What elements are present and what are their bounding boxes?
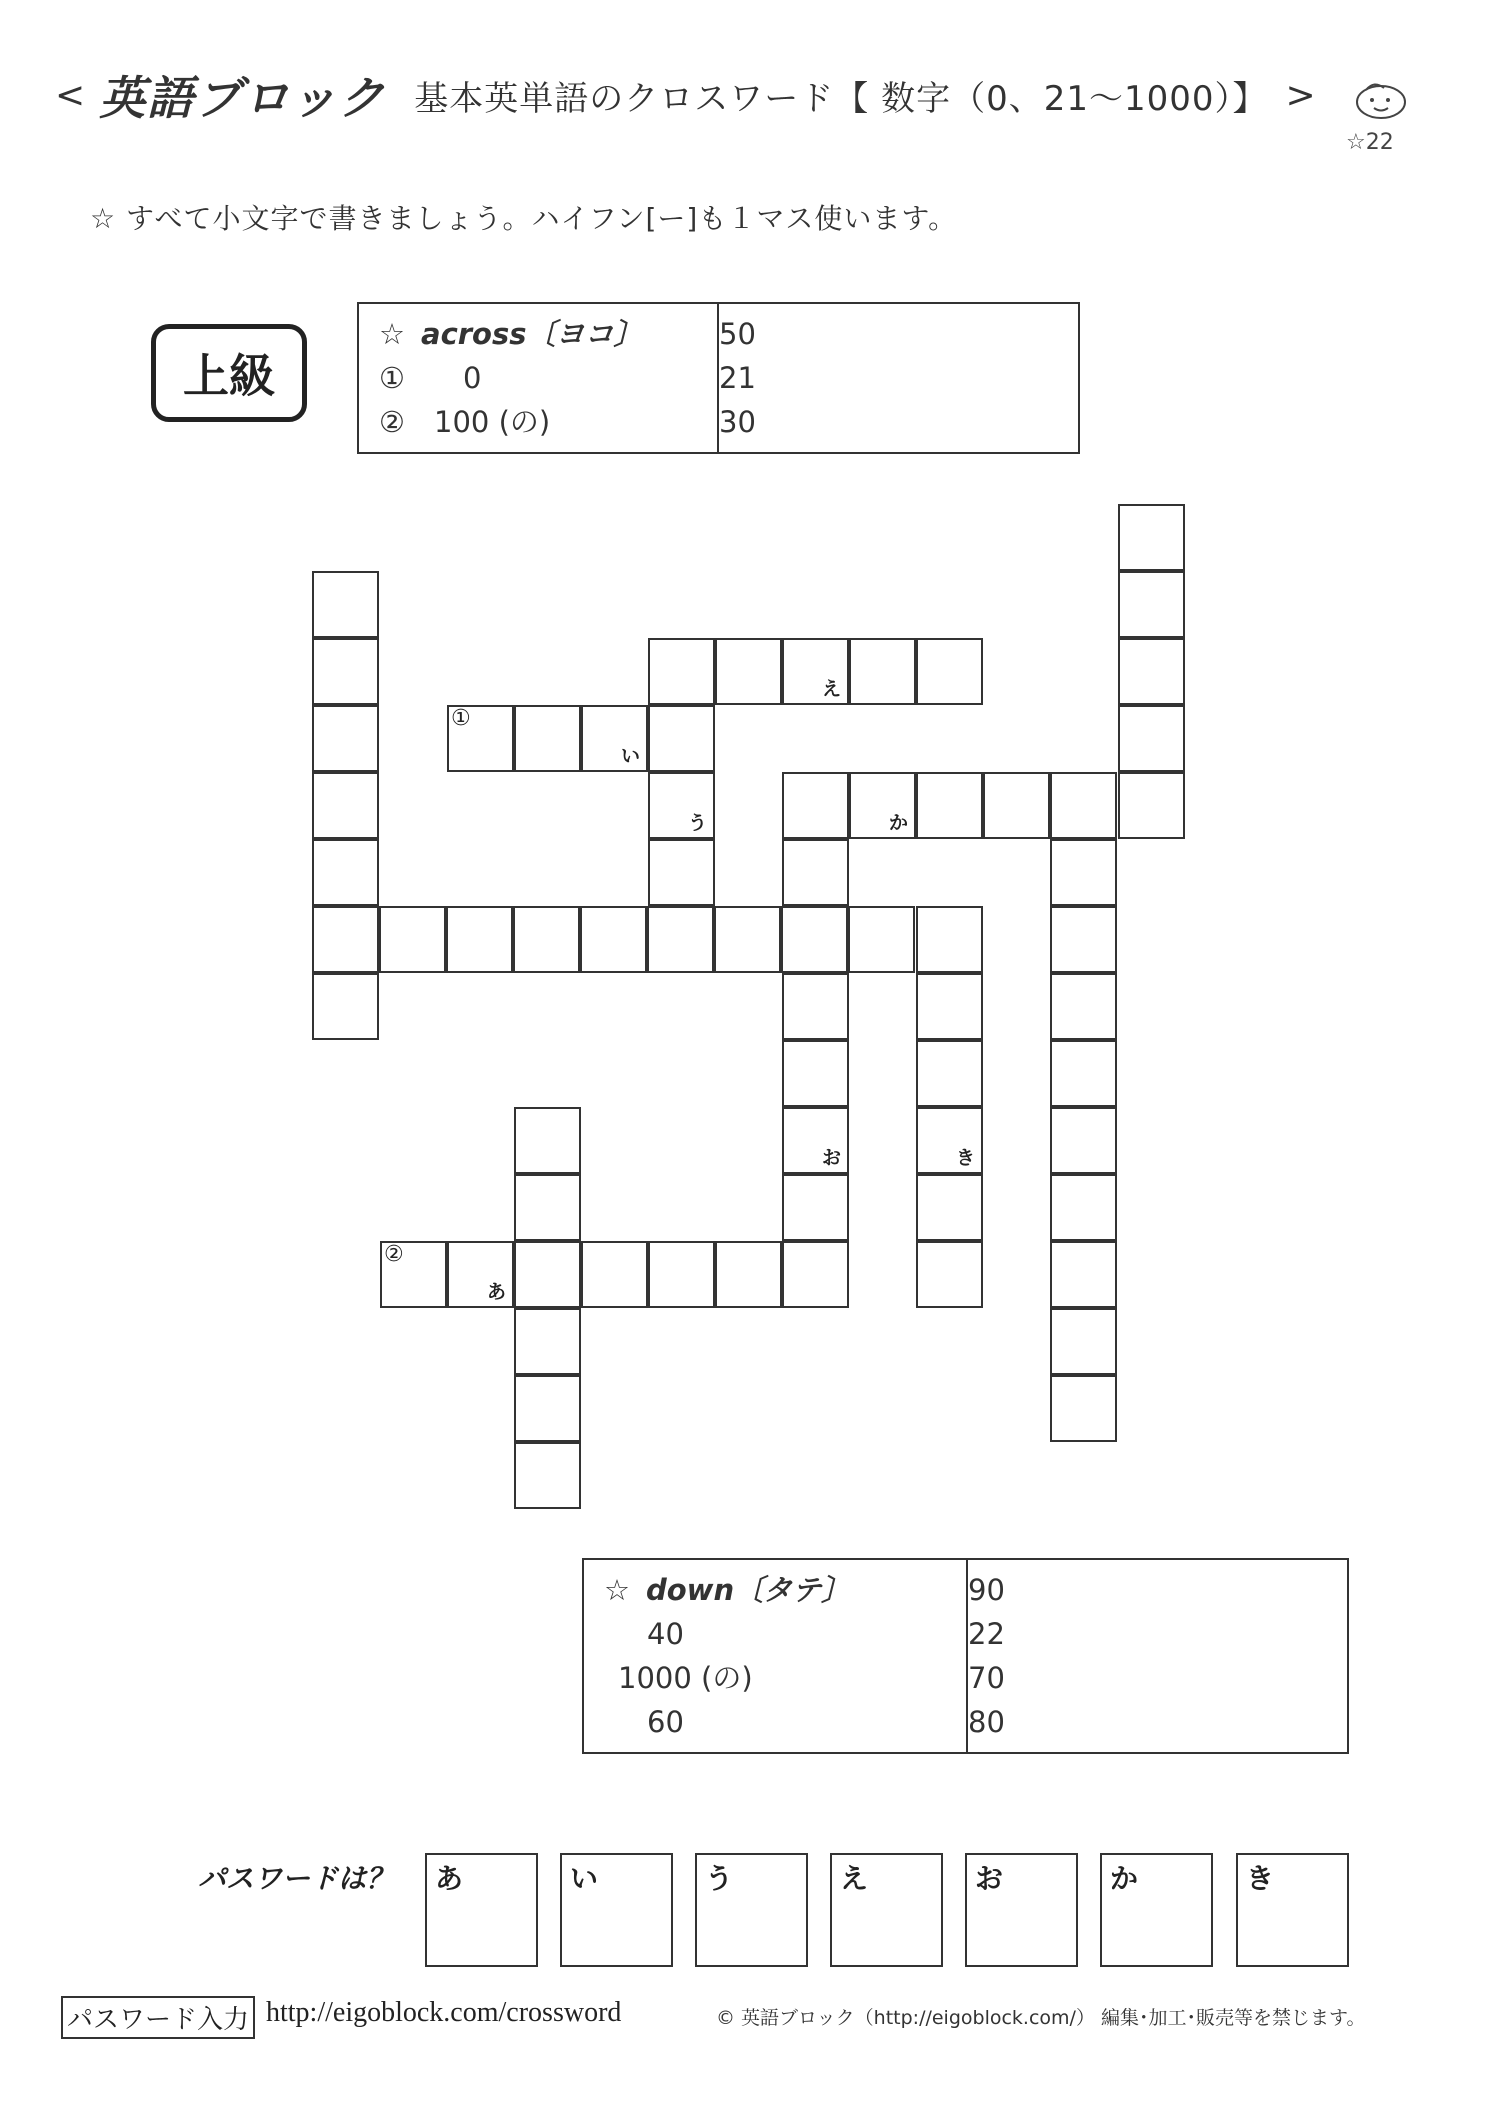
- clue-number-1: ①: [451, 706, 471, 731]
- marker-ka: か: [888, 812, 908, 834]
- brand-logo: 英語ブロック: [99, 71, 387, 125]
- grid-cell[interactable]: [916, 906, 983, 973]
- clue-number-2: ②: [384, 1242, 404, 1267]
- grid-cell[interactable]: [715, 1241, 782, 1308]
- down-clue-table: [582, 1558, 1349, 1754]
- across-value: 50: [719, 317, 756, 351]
- down-clue: 40: [618, 1617, 684, 1651]
- grid-cell[interactable]: [312, 638, 379, 705]
- grid-cell[interactable]: [916, 1107, 983, 1174]
- grid-cell[interactable]: [514, 1174, 581, 1241]
- grid-cell[interactable]: [1050, 839, 1117, 906]
- grid-cell[interactable]: [446, 906, 513, 973]
- down-value: 90: [968, 1573, 1005, 1607]
- grid-cell[interactable]: [514, 1107, 581, 1174]
- grid-cell[interactable]: [715, 638, 782, 705]
- grid-cell[interactable]: [782, 1174, 849, 1241]
- grid-cell[interactable]: [513, 906, 580, 973]
- grid-cell[interactable]: [648, 772, 715, 839]
- grid-cell[interactable]: [849, 638, 916, 705]
- password-label: パスワードは？: [198, 1862, 395, 1895]
- grid-cell[interactable]: [312, 705, 379, 772]
- down-value: 22: [968, 1617, 1005, 1651]
- password-box-u[interactable]: う: [695, 1853, 808, 1967]
- grid-cell[interactable]: [983, 772, 1050, 839]
- grid-cell[interactable]: [848, 906, 915, 973]
- down-value: 80: [968, 1705, 1005, 1739]
- grid-cell[interactable]: [916, 973, 983, 1040]
- grid-cell[interactable]: [514, 1442, 581, 1509]
- grid-cell[interactable]: [648, 839, 715, 906]
- page-title: 基本英単語のクロスワード【 数字（0、21〜1000）】: [414, 78, 1268, 119]
- across-heading: ☆ across〔ヨコ〕: [379, 317, 643, 351]
- crossword-url-link[interactable]: http://eigoblock.com/crossword: [266, 1997, 622, 2028]
- down-value: 70: [968, 1661, 1005, 1695]
- password-box-ki[interactable]: き: [1236, 1853, 1349, 1967]
- grid-cell[interactable]: [581, 1241, 648, 1308]
- password-box-i[interactable]: い: [560, 1853, 673, 1967]
- grid-cell[interactable]: [1118, 571, 1185, 638]
- grid-cell[interactable]: [916, 772, 983, 839]
- grid-cell[interactable]: [1118, 705, 1185, 772]
- copyright-notice: © 英語ブロック（http://eigoblock.com/） 編集･加工･販売等を禁じます。: [716, 2007, 1366, 2029]
- grid-cell[interactable]: [648, 1241, 715, 1308]
- grid-cell[interactable]: [781, 906, 848, 973]
- grid-cell[interactable]: [1050, 973, 1117, 1040]
- grid-cell[interactable]: [647, 906, 714, 973]
- marker-ki: き: [955, 1147, 975, 1169]
- grid-cell[interactable]: [1050, 1040, 1117, 1107]
- password-box-o[interactable]: お: [965, 1853, 1078, 1967]
- across-clue-1: ① 0: [379, 361, 482, 395]
- grid-cell[interactable]: [312, 571, 379, 638]
- marker-u: う: [687, 812, 707, 834]
- grid-cell[interactable]: [916, 1040, 983, 1107]
- across-clue-2: ② 100 (の): [379, 405, 551, 439]
- across-clue-table: [357, 302, 1080, 454]
- across-value: 30: [719, 405, 756, 439]
- grid-cell[interactable]: [1050, 1308, 1117, 1375]
- grid-cell[interactable]: [782, 839, 849, 906]
- grid-cell[interactable]: [782, 772, 849, 839]
- down-clue: 60: [618, 1705, 684, 1739]
- grid-cell[interactable]: [782, 1241, 849, 1308]
- grid-cell[interactable]: [648, 705, 715, 772]
- level-number: ☆22: [1346, 130, 1394, 155]
- grid-cell[interactable]: [782, 973, 849, 1040]
- mascot-face-icon: [1352, 78, 1410, 122]
- grid-cell[interactable]: [782, 1107, 849, 1174]
- instruction-text: ☆ すべて小文字で書きましょう。ハイフン[ー]も１マス使います。: [90, 202, 958, 235]
- header-bracket-open: <: [55, 74, 86, 116]
- grid-cell[interactable]: [1050, 1174, 1117, 1241]
- grid-cell[interactable]: [916, 638, 983, 705]
- grid-cell[interactable]: [312, 906, 379, 973]
- header: [55, 62, 1316, 128]
- grid-cell[interactable]: [1050, 906, 1117, 973]
- password-box-e[interactable]: え: [830, 1853, 943, 1967]
- down-heading: ☆ down〔タテ〕: [604, 1573, 851, 1607]
- grid-cell[interactable]: [514, 1375, 581, 1442]
- grid-cell[interactable]: [1118, 504, 1185, 571]
- grid-cell[interactable]: [849, 772, 916, 839]
- grid-cell[interactable]: [514, 705, 581, 772]
- grid-cell[interactable]: [916, 1174, 983, 1241]
- grid-cell[interactable]: [312, 973, 379, 1040]
- grid-cell[interactable]: [1050, 1241, 1117, 1308]
- marker-i: い: [620, 745, 640, 767]
- grid-cell[interactable]: [379, 906, 446, 973]
- grid-cell[interactable]: [916, 1241, 983, 1308]
- grid-cell[interactable]: [312, 839, 379, 906]
- down-clue: 1000 (の): [618, 1661, 753, 1695]
- grid-cell[interactable]: [1050, 772, 1117, 839]
- marker-a: あ: [486, 1281, 506, 1303]
- marker-e: え: [821, 678, 841, 700]
- grid-cell[interactable]: [447, 1241, 514, 1308]
- grid-cell[interactable]: [514, 1241, 581, 1308]
- grid-cell[interactable]: [1050, 1375, 1117, 1442]
- grid-cell[interactable]: [581, 705, 648, 772]
- header-bracket-close: >: [1285, 74, 1316, 116]
- password-entry-label: パスワード入力: [61, 1996, 255, 2039]
- grid-cell[interactable]: [514, 1308, 581, 1375]
- grid-cell[interactable]: [380, 1241, 447, 1308]
- grid-cell[interactable]: [447, 705, 514, 772]
- grid-cell[interactable]: [580, 906, 647, 973]
- password-box-a[interactable]: あ: [425, 1853, 538, 1967]
- across-value: 21: [719, 361, 756, 395]
- grid-cell[interactable]: [782, 638, 849, 705]
- password-box-ka[interactable]: か: [1100, 1853, 1213, 1967]
- grid-cell[interactable]: [782, 1040, 849, 1107]
- marker-o: お: [821, 1147, 841, 1169]
- grid-cell[interactable]: [648, 638, 715, 705]
- grid-cell[interactable]: [1118, 772, 1185, 839]
- grid-cell[interactable]: [714, 906, 781, 973]
- grid-cell[interactable]: [312, 772, 379, 839]
- level-badge: 上級: [151, 324, 307, 422]
- grid-cell[interactable]: [1050, 1107, 1117, 1174]
- grid-cell[interactable]: [1118, 638, 1185, 705]
